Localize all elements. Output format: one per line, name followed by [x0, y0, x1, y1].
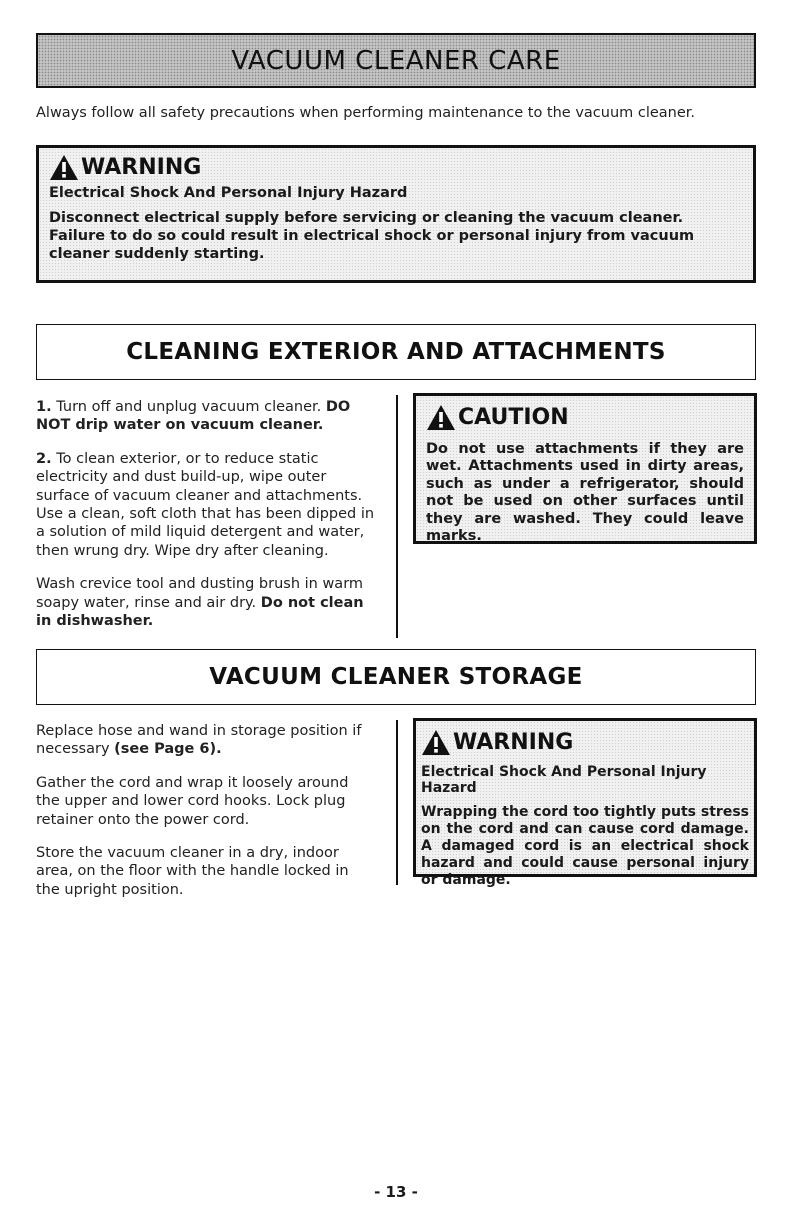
section-header-cleaning — [36, 324, 756, 380]
storage-step-2: Gather the cord and wrap it loosely around the upper and lower cord hooks. Lock plug retainer onto the power cord. — [36, 774, 349, 828]
warning-subheading: Electrical Shock And Personal Injury Hazard — [421, 764, 707, 796]
caution-box-attachments — [413, 393, 757, 544]
step-2: 2. To clean exterior, or to reduce static electricity and dust build-up, wipe outer surface of vacuum cleaner and attachments. Use a clean, soft cloth that has been dipped in a solution of mild liquid detergent and water, then wrung dry. Wipe dry after cleaning. — [36, 450, 375, 559]
column-divider — [396, 720, 398, 885]
warning-box-cord — [413, 718, 757, 889]
section-header-storage — [36, 649, 756, 705]
section-title-cleaning: CLEANING EXTERIOR AND ATTACHMENTS — [126, 339, 666, 365]
warning-heading-row — [49, 154, 743, 181]
step-1: 1. Turn off and unplug vacuum cleaner. DO NOT drip water on vacuum cleaner. — [36, 399, 351, 434]
column-divider — [396, 395, 398, 638]
warning-triangle-icon — [49, 154, 79, 181]
warning-heading-row — [421, 729, 749, 756]
page-number: - 13 - — [374, 1183, 418, 1201]
caution-triangle-icon — [426, 404, 456, 431]
caution-heading: CAUTION — [458, 405, 569, 430]
caution-heading-row — [426, 404, 744, 431]
storage-step-3: Store the vacuum cleaner in a dry, indoor area, on the floor with the handle locked in the upright position. — [36, 845, 349, 898]
section-title-storage: VACUUM CLEANER STORAGE — [209, 664, 583, 690]
wash-instructions: Wash crevice tool and dusting brush in warm soapy water, rinse and air dry. Do not clean in dishwasher. — [36, 576, 364, 630]
warning-box-electrical — [36, 145, 756, 283]
warning-subheading: Electrical Shock And Personal Injury Hazard — [49, 185, 408, 201]
caution-body: Do not use attachments if they are wet. Attachments used in dirty areas, such as under a refrigerator, should not be used on other surfaces until they are washed. They could leave marks. — [426, 441, 744, 544]
page-title: VACUUM CLEANER CARE — [231, 45, 561, 76]
warning-body: Disconnect electrical supply before servicing or cleaning the vacuum cleaner. Failure to do so could result in electrical shock or personal injury from vacuum cleaner suddenly starting. — [49, 210, 695, 263]
warning-heading: WARNING — [81, 155, 202, 180]
page-title-banner — [36, 33, 756, 88]
warning-body: Wrapping the cord too tightly puts stress on the cord and can cause cord damage. A damaged cord is an electrical shock hazard and could cause personal injury or damage. — [421, 804, 749, 889]
cleaning-instructions — [36, 398, 376, 645]
intro-text: Always follow all safety precautions when performing maintenance to the vacuum cleaner. — [36, 105, 696, 121]
storage-instructions — [36, 722, 376, 914]
storage-step-1: Replace hose and wand in storage position if necessary (see Page 6). — [36, 723, 362, 758]
warning-heading: WARNING — [453, 730, 574, 755]
warning-triangle-icon — [421, 729, 451, 756]
